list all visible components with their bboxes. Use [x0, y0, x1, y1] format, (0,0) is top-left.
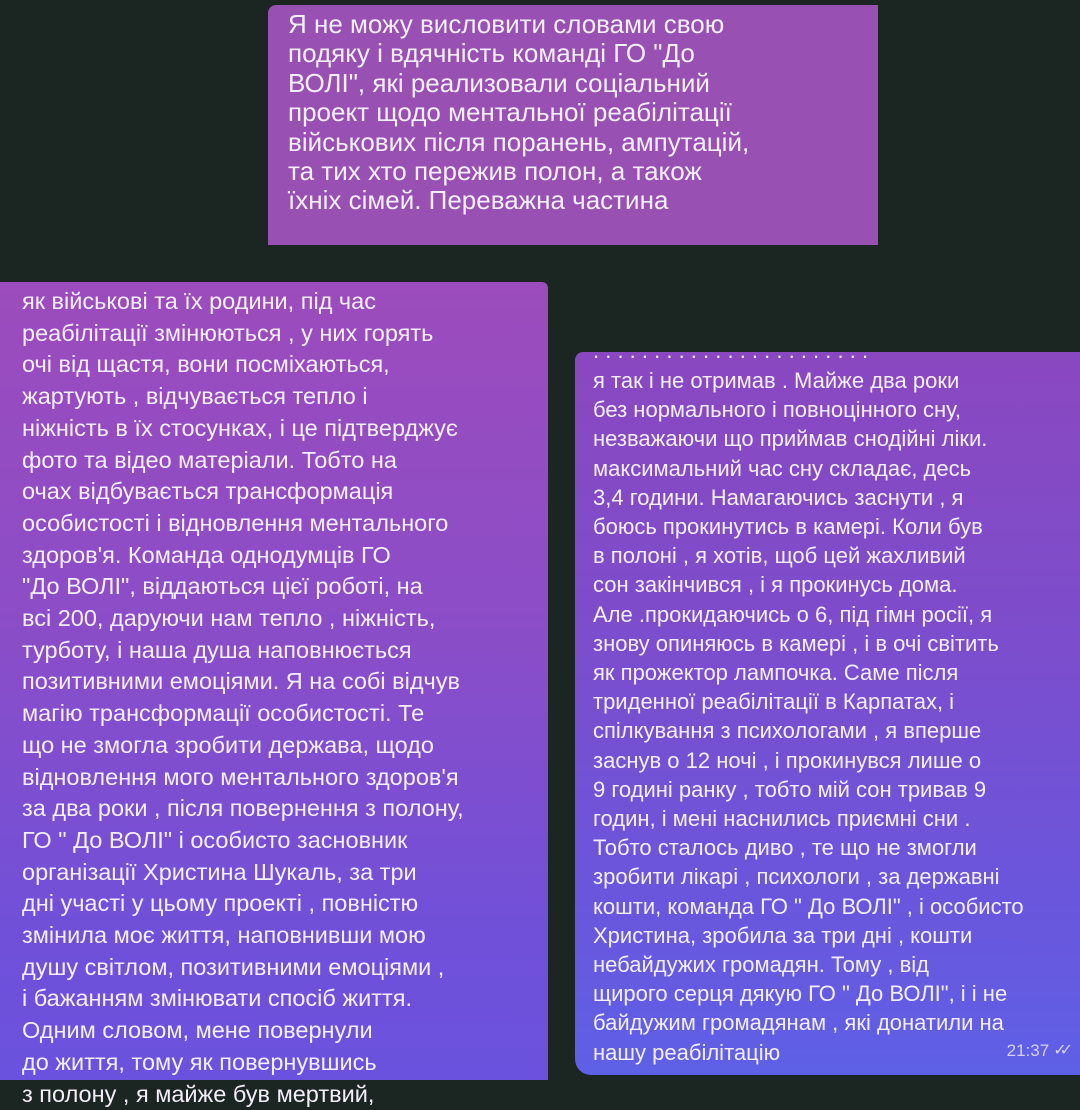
- message-line: в полоні , я хотів, щоб цей жахливий: [593, 543, 966, 569]
- message-line: і бажанням змінювати спосіб життя.: [22, 985, 412, 1012]
- message-bubble-3: [575, 338, 1080, 1075]
- message-line: байдужим громадянам , які донатили на: [593, 1010, 1004, 1036]
- message-line: всі 200, даруючи нам тепло , ніжність,: [22, 605, 436, 632]
- message-line: знову опиняюсь в камері , і в очі світить: [593, 630, 999, 656]
- message-line: очах відбувається трансформація: [22, 478, 394, 505]
- message-line: боюсь прокинутись в камері. Коли був: [593, 514, 983, 540]
- message-line: триденної реабілітації в Карпатах, і: [593, 689, 955, 715]
- message-line: здоров'я. Команда однодумців ГО: [22, 541, 391, 568]
- message-line: жартують , відчувається тепло і: [22, 383, 368, 410]
- message-line: Одним словом, мене повернули: [22, 1017, 373, 1044]
- message-time: 21:37: [1006, 1040, 1050, 1060]
- message-line: позитивними емоціями. Я на собі відчув: [22, 668, 461, 695]
- message-line: Але .прокидаючись о 6, під гімн росії, я: [593, 601, 993, 627]
- message-meta: [1007, 1036, 1066, 1065]
- message-line: кошти, команда ГО " До ВОЛІ" , і особисто: [593, 893, 1024, 919]
- message-line: відновлення мого ментального здоров'я: [22, 763, 459, 790]
- message-line: 9 годині ранку , тобто мій сон тривав 9: [593, 776, 987, 802]
- message-line: з полону , я майже був мертвий,: [22, 1080, 375, 1107]
- message-bubble-1: [268, 5, 878, 245]
- message-line: ГО " До ВОЛІ" і особисто засновник: [22, 826, 408, 853]
- message-line: 3,4 години. Намагаючись заснути , я: [593, 484, 964, 510]
- message-bubble-2: [0, 282, 548, 1107]
- message-line: організації Христина Шукаль, за три: [22, 858, 417, 885]
- message-line: фото та відео матеріали. Тобто на: [22, 446, 397, 473]
- message-line: спілкування з психологами , я вперше: [593, 718, 982, 744]
- message-line: за два роки , після повернення з полону,: [22, 795, 464, 822]
- message-line: та тих хто пережив полон, а також: [288, 156, 702, 187]
- message-line: як військові та їх родини, під час: [22, 288, 376, 314]
- message-line: максимальний час сну складає, десь: [593, 455, 972, 481]
- message-line: зробити лікарі , психологи , за державні: [593, 864, 1000, 890]
- message-line: реабілітації змінюються , у них горять: [22, 319, 434, 346]
- message-line: подяку і вдячність команді ГО "До: [288, 38, 695, 69]
- message-line: Тобто сталось диво , те що не змогли: [593, 835, 977, 861]
- message-line: "До ВОЛІ", віддаються цієї роботі, на: [22, 573, 423, 600]
- message-line: очі від щастя, вони посміхаються,: [22, 351, 390, 378]
- message-line: годин, і мені наснились приємні сни .: [593, 806, 971, 832]
- message-line: Я не можу висловити словами свою: [288, 9, 725, 39]
- message-line: дні участі у цьому проекті , повністю: [22, 890, 419, 917]
- message-line: заснув о 12 ночі , і прокинувся лише о: [593, 747, 982, 773]
- message-line: проект щодо ментальної реабілітації: [288, 97, 732, 128]
- double-check-icon: ✓✓: [1053, 1041, 1066, 1059]
- message-line: незважаючи що приймав снодійні ліки.: [593, 426, 988, 452]
- message-line: щирого серця дякую ГО " До ВОЛІ", і і не: [593, 981, 1008, 1007]
- message-line: що не змогла зробити держава, щодо: [22, 731, 434, 758]
- message-line: ніжність в їх стосунках, і це підтверджує: [22, 414, 458, 441]
- message-line: Христина, зробила за три дні , кошти: [593, 922, 973, 948]
- cropped-line: . . . . . . . . . . . . . . . . . . . . . . .: [593, 338, 869, 363]
- message-line: як прожектор лампочка. Саме після: [593, 660, 959, 686]
- message-line: сон закінчився , і я прокинусь дома.: [593, 572, 958, 598]
- message-line: я так і не отримав . Майже два роки: [593, 368, 960, 393]
- message-line: ВОЛІ", які реализовали соціальний: [288, 67, 710, 98]
- message-line: душу світлом, позитивними емоціями ,: [22, 953, 445, 980]
- message-line: особистості і відновлення ментального: [22, 509, 449, 536]
- message-line: нашу реабілітацію: [593, 1039, 781, 1065]
- message-line: їхніх сімей. Переважна частина: [288, 185, 669, 216]
- message-line: без нормального і повноцінного сну,: [593, 397, 962, 423]
- message-line: турботу, і наша душа наповнюється: [22, 636, 412, 663]
- message-line: до життя, тому як повернувшись: [22, 1048, 377, 1075]
- message-line: небайдужих громадян. Тому , від: [593, 952, 930, 978]
- message-line: магію трансформації особистості. Те: [22, 700, 425, 727]
- message-line: військових після поранень, ампутацій,: [288, 126, 750, 157]
- message-line: змінила моє життя, наповнивши мою: [22, 922, 426, 949]
